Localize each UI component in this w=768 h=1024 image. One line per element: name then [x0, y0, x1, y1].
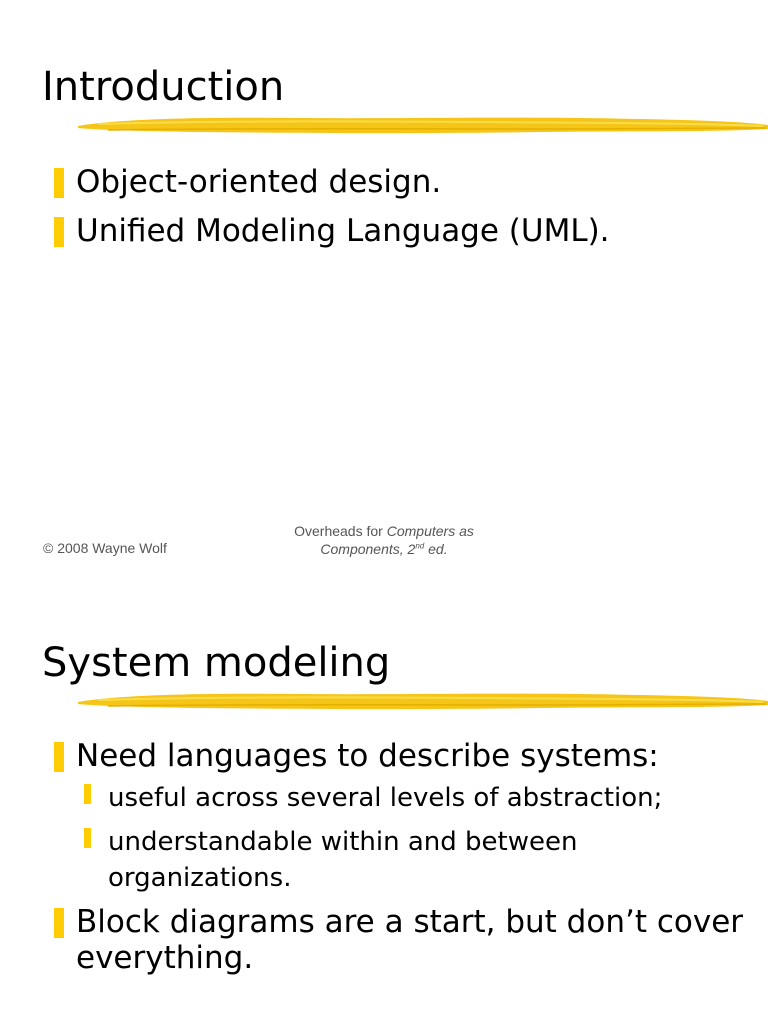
- bullet-bar-icon: [54, 217, 64, 247]
- list-item: [54, 164, 754, 200]
- title-underline-brush: [78, 113, 768, 139]
- bullet-text: Block diagrams are a start, but don’t cover everything.: [76, 904, 744, 976]
- footer-edition-sup: nd: [415, 541, 425, 551]
- sub-bullet-bar-icon: [84, 784, 91, 804]
- footer-book-title-1: Computers as: [386, 523, 474, 539]
- footer-edition-suffix: ed.: [424, 541, 448, 557]
- sub-bullet-bar-icon: [84, 828, 91, 848]
- sub-bullet-text: useful across several levels of abstraction;: [108, 783, 663, 813]
- slide-system-modeling: [0, 576, 768, 1024]
- bullet-list: [54, 738, 754, 982]
- bullet-bar-icon: [54, 742, 64, 772]
- sub-list-item: [54, 780, 754, 816]
- title-underline-brush: [78, 689, 768, 715]
- footer-book-reference: [250, 522, 518, 558]
- bullet-text: Object-oriented design.: [76, 164, 442, 200]
- slide-title: System modeling: [42, 640, 391, 686]
- bullet-text: Unified Modeling Language (UML).: [76, 213, 610, 249]
- sub-list-item: [54, 824, 754, 896]
- list-item: [54, 904, 754, 976]
- bullet-text: Need languages to describe systems:: [76, 738, 659, 774]
- list-item: [54, 213, 754, 249]
- list-item: [54, 738, 754, 774]
- bullet-list: [54, 164, 754, 262]
- footer-copyright: © 2008 Wayne Wolf: [43, 540, 167, 556]
- sub-bullet-text: understandable within and between organizations.: [108, 827, 578, 893]
- footer-overheads-prefix: Overheads for: [294, 523, 387, 539]
- slide-title: Introduction: [42, 64, 285, 110]
- bullet-bar-icon: [54, 168, 64, 198]
- bullet-bar-icon: [54, 908, 64, 938]
- footer-book-title-2: Components, 2: [320, 541, 416, 557]
